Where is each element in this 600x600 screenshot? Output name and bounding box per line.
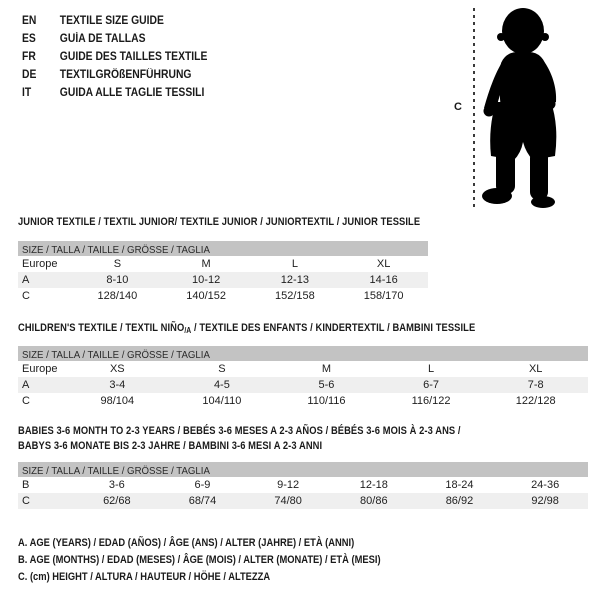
- table-cell: 62/68: [74, 493, 160, 509]
- table-cell: 3-6: [108, 479, 125, 491]
- footnote-a: A. AGE (YEARS) / EDAD (AÑOS) / ÂGE (ANS) / ALTER (JAHRE) / ETÀ (ANNI): [18, 537, 355, 549]
- table-cell: Europe: [22, 258, 58, 270]
- table-cell: 86/92: [417, 493, 503, 509]
- table-cell: 74/80: [245, 493, 331, 509]
- size-header-label: SIZE / TALLA / TAILLE / GRÖSSE / TAGLIA: [22, 465, 210, 477]
- table-cell: 80/86: [331, 493, 417, 509]
- height-measure-dotted-line: [473, 8, 475, 210]
- children-section-title: [18, 322, 475, 334]
- junior-table-block: [18, 241, 428, 304]
- table-cell: A: [18, 272, 73, 288]
- table-row-age: [18, 272, 428, 288]
- babies-title-line1: BABIES 3-6 MONTH TO 2-3 YEARS / BEBÉS 3-6 MESES A 2-3 AÑOS / BÉBÉS 3-6 MOIS À 2-3 ANS /: [18, 425, 461, 437]
- language-code: EN: [22, 15, 37, 27]
- table-cell: Europe: [22, 363, 58, 375]
- table-cell: 4-5: [170, 377, 275, 393]
- babies-title-line2: BABYS 3-6 MONATE BIS 2-3 JAHRE / BAMBINI 3-6 MESI A 2-3 ANNI: [18, 440, 323, 452]
- table-cell: L: [291, 258, 298, 270]
- children-title-subscript: /A: [184, 326, 192, 335]
- height-measure-label: C: [454, 101, 462, 113]
- babies-table-block: [18, 462, 588, 509]
- table-cell: 92/98: [502, 493, 588, 509]
- babies-size-table: [18, 477, 588, 509]
- table-cell: 6-7: [379, 377, 484, 393]
- babies-size-header-bar: [18, 462, 588, 477]
- language-text: GUIDA ALLE TAGLIE TESSILI: [59, 87, 205, 99]
- table-cell: C: [22, 395, 30, 407]
- table-cell: XL: [528, 363, 543, 375]
- table-cell: S: [113, 258, 122, 270]
- table-cell: XS: [109, 363, 125, 375]
- baby-silhouette-icon: [481, 6, 573, 208]
- table-row-height: [18, 493, 588, 509]
- table-cell: 6-9: [194, 479, 211, 491]
- babies-section-title: [18, 424, 539, 454]
- table-cell: XL: [376, 258, 391, 270]
- size-header-label: SIZE / TALLA / TAILLE / GRÖSSE / TAGLIA: [22, 244, 210, 256]
- table-cell: 110/116: [307, 395, 346, 407]
- table-cell: 104/110: [202, 395, 242, 407]
- table-cell: 14-16: [339, 272, 428, 288]
- table-cell: 10-12: [162, 272, 251, 288]
- table-cell: 7-8: [483, 377, 588, 393]
- language-row-de: [22, 66, 207, 84]
- table-cell: 152/158: [274, 290, 315, 302]
- language-code: FR: [22, 51, 36, 63]
- table-cell: M: [321, 363, 332, 375]
- language-code: DE: [22, 69, 37, 81]
- language-row-en: [22, 12, 207, 30]
- children-table-block: [18, 346, 588, 409]
- table-cell: 68/74: [160, 493, 246, 509]
- language-text: TEXTILGRÖßENFÜHRUNG: [59, 69, 192, 81]
- children-title-prefix: CHILDREN'S TEXTILE / TEXTIL NIÑO: [18, 322, 185, 334]
- footnotes: [18, 535, 445, 586]
- table-cell: B: [22, 479, 30, 491]
- table-cell: L: [428, 363, 435, 375]
- language-row-es: [22, 30, 207, 48]
- table-cell: 122/128: [515, 395, 556, 407]
- junior-size-header-bar: [18, 241, 428, 256]
- children-size-header-bar: [18, 346, 588, 361]
- junior-section-title: JUNIOR TEXTILE / TEXTIL JUNIOR/ TEXTILE JUNIOR / JUNIORTEXTIL / JUNIOR TESSILE: [18, 216, 421, 228]
- footnote-b: B. AGE (MONTHS) / EDAD (MESES) / ÂGE (MOIS) / ALTER (MONATE) / ETÀ (MESI): [18, 554, 381, 566]
- table-cell: 3-4: [65, 377, 170, 393]
- table-row-age-months: [18, 477, 588, 493]
- table-row-height: [18, 393, 588, 409]
- table-cell: C: [18, 493, 74, 509]
- table-cell: 140/152: [186, 290, 226, 302]
- size-header-label: SIZE / TALLA / TAILLE / GRÖSSE / TAGLIA: [22, 349, 210, 361]
- children-size-table: [18, 361, 588, 409]
- language-row-it: [22, 84, 207, 102]
- language-text: GUIDE DES TAILLES TEXTILE: [59, 51, 208, 63]
- table-cell: 8-10: [73, 272, 162, 288]
- language-row-fr: [22, 48, 207, 66]
- table-cell: 18-24: [445, 479, 474, 491]
- children-title-suffix: / TEXTILE DES ENFANTS / KINDERTEXTIL / BAMBINI TESSILE: [191, 322, 476, 334]
- footnote-c: C. (cm) HEIGHT / ALTURA / HAUTEUR / HÖHE / ALTEZZA: [18, 571, 271, 583]
- table-row-height: [18, 288, 428, 304]
- table-cell: C: [22, 290, 30, 302]
- table-cell: A: [18, 377, 65, 393]
- language-code: IT: [22, 87, 32, 99]
- table-row-europe: [18, 256, 428, 272]
- table-row-age: [18, 377, 588, 393]
- language-text: GUÍA DE TALLAS: [59, 33, 146, 45]
- table-cell: 24-36: [531, 479, 560, 491]
- table-cell: S: [218, 363, 226, 375]
- table-cell: 128/140: [97, 290, 138, 302]
- language-code: ES: [22, 33, 36, 45]
- table-cell: M: [201, 258, 211, 270]
- table-row-europe: [18, 361, 588, 377]
- language-text: TEXTILE SIZE GUIDE: [59, 15, 164, 27]
- table-cell: 116/122: [411, 395, 451, 407]
- language-list: [22, 12, 228, 102]
- table-cell: 9-12: [277, 479, 300, 491]
- table-cell: 158/170: [363, 290, 404, 302]
- junior-size-table: [18, 256, 428, 304]
- table-cell: 12-18: [359, 479, 388, 491]
- table-cell: 12-13: [251, 272, 340, 288]
- table-cell: 98/104: [100, 395, 135, 407]
- table-cell: 5-6: [274, 377, 379, 393]
